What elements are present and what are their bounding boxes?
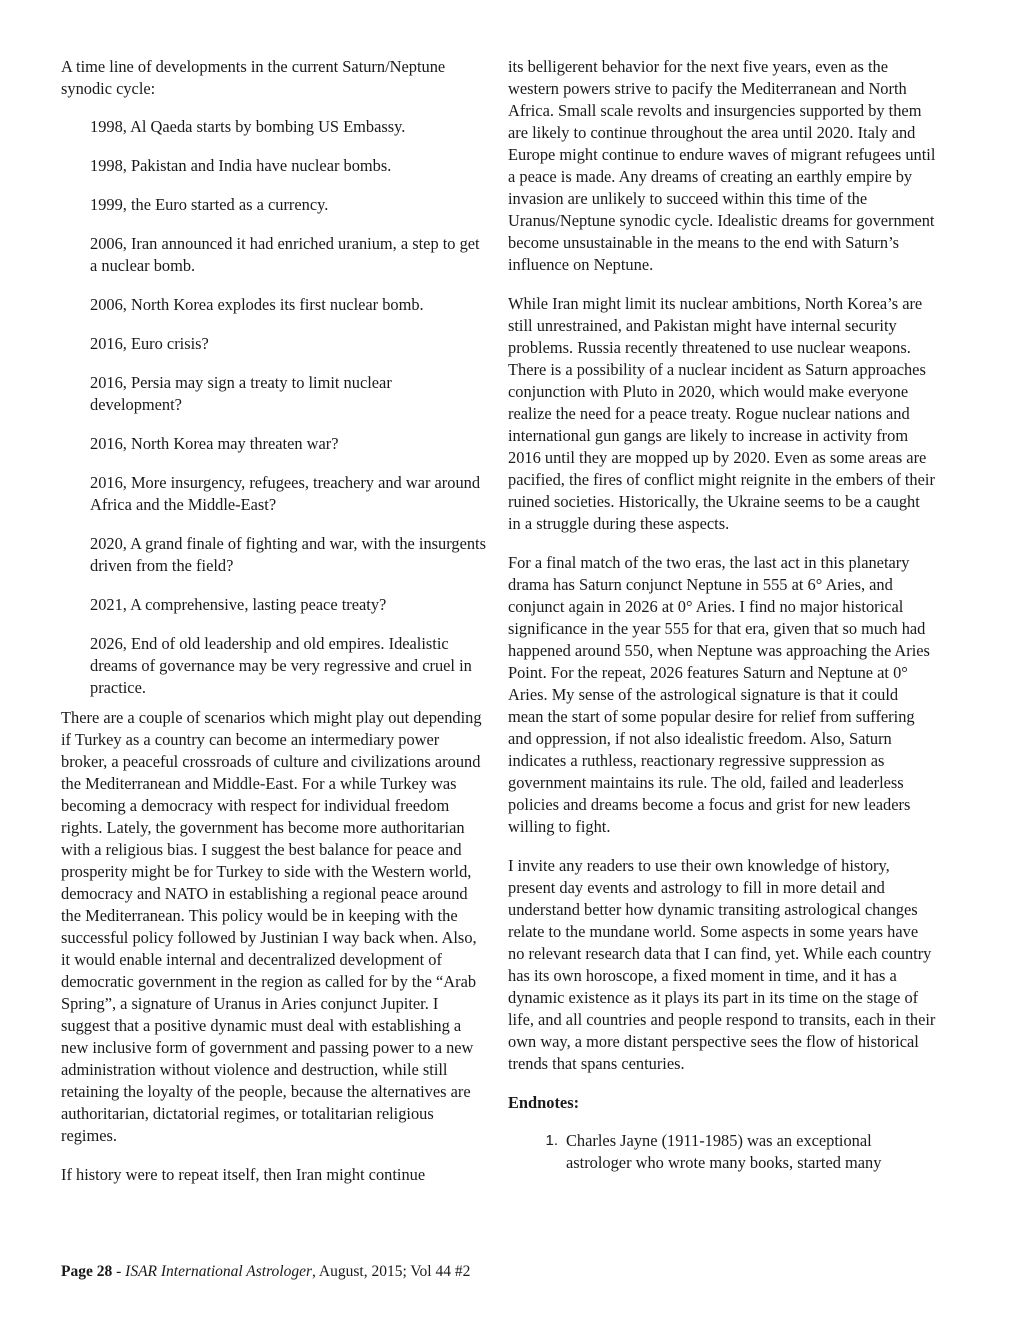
- right-column: [508, 56, 936, 1174]
- endnote-text: Charles Jayne (1911-1985) was an exceptional astrologer who wrote many books, started many: [566, 1131, 882, 1172]
- endnote-number: 1.: [545, 1132, 558, 1149]
- magazine-title: ISAR International Astrologer: [125, 1263, 313, 1280]
- page-number: Page 28: [61, 1263, 113, 1280]
- timeline-item: 2020, A grand finale of fighting and war, with the insurgents driven from the field?: [90, 534, 486, 575]
- timeline-item: 2006, North Korea explodes its first nuclear bomb.: [90, 295, 424, 314]
- timeline-item: 2016, Euro crisis?: [90, 334, 209, 353]
- issue-info: , August, 2015; Vol 44 #2: [312, 1263, 471, 1280]
- body-paragraph: For a final match of the two eras, the last act in this planetary drama has Saturn conjunct Neptune in 555 at 6° Aries, and conjunct again in 2026 at 0° Aries. I find no major historical significance in the year 555 for that era, given that so much had happened around 550, when Neptune was approaching the Aries Point. For the repeat, 2026 features Saturn and Neptune at 0° Aries. My sense of the astrological signature is that it could mean the start of some popular desire for relief from suffering and oppression, if not also idealistic freedom. Also, Saturn indicates a ruthless, reactionary regressive suppression as government maintains its rule. The old, failed and leaderless policies and dreams become a focus and grist for new leaders willing to fight.: [508, 553, 930, 836]
- endnotes-heading: Endnotes:: [508, 1093, 580, 1112]
- timeline-list: [61, 116, 487, 699]
- left-column: [61, 56, 487, 1203]
- timeline-intro: A time line of developments in the current Saturn/Neptune synodic cycle:: [61, 57, 446, 98]
- endnote-item: [508, 1130, 936, 1174]
- body-paragraph: its belligerent behavior for the next five years, even as the western powers strive to pacify the Mediterranean and North Africa. Small scale revolts and insurgencies supported by them are likely to continue throughout the area until 2020. Italy and Europe might continue to endure waves of migrant refugees until a peace is made. Any dreams of creating an earthly empire by invasion are unlikely to succeed within this time of the Uranus/Neptune synodic cycle. Idealistic dreams for government become unsustainable in the means to the end with Saturn’s influence on Neptune.: [508, 57, 936, 274]
- body-paragraph: There are a couple of scenarios which might play out depending if Turkey as a country can become an intermediary power broker, a peaceful crossroads of culture and civilizations around the Mediterranean and Middle-East. For a while Turkey was becoming a democracy with respect for individual freedom rights. Lately, the government has become more authoritarian with a religious bias. I suggest the best balance for peace and prosperity might be for Turkey to side with the Western world, democracy and NATO in establishing a regional peace around the Mediterranean. This policy would be in keeping with the successful policy followed by Justinian I way back when. Also, it would enable internal and decentralized development of democratic government in the region as called for by the “Arab Spring”, a signature of Uranus in Aries conjunct Jupiter. I suggest that a positive dynamic must deal with establishing a new inclusive form of government and passing power to a new administration without violence and destruction, while still retaining the loyalty of the people, because the alternatives are authoritarian, dictatorial regimes, or totalitarian religious regimes.: [61, 708, 482, 1145]
- timeline-item: 2026, End of old leadership and old empires. Idealistic dreams of governance may be very regressive and cruel in practice.: [90, 634, 472, 697]
- timeline-item: 1998, Pakistan and India have nuclear bombs.: [90, 156, 392, 175]
- timeline-item: 1998, Al Qaeda starts by bombing US Embassy.: [90, 117, 406, 136]
- timeline-item: 2021, A comprehensive, lasting peace treaty?: [90, 595, 387, 614]
- timeline-item: 2016, Persia may sign a treaty to limit nuclear development?: [90, 373, 392, 414]
- body-paragraph: If history were to repeat itself, then Iran might continue: [61, 1165, 426, 1184]
- timeline-item: 1999, the Euro started as a currency.: [90, 195, 329, 214]
- timeline-item: 2006, Iran announced it had enriched uranium, a step to get a nuclear bomb.: [90, 234, 480, 275]
- body-paragraph: While Iran might limit its nuclear ambitions, North Korea’s are still unrestrained, and Pakistan might have internal security problems. Russia recently threatened to use nuclear weapons. There is a possibility of a nuclear incident as Saturn approaches conjunction with Pluto in 2020, which would make everyone realize the need for a peace treaty. Rogue nuclear nations and international gun gangs are likely to increase in activity from 2016 until they are mopped up by 2020. Even as some areas are pacified, the fires of conflict might reignite in the embers of their ruined societies. Historically, the Ukraine seems to be a caught in a struggle during these aspects.: [508, 294, 935, 533]
- body-paragraph: I invite any readers to use their own knowledge of history, present day events and astrology to fill in more detail and understand better how dynamic transiting astrological changes relate to the mundane world. Some aspects in some years have no relevant research data that I can find, yet. While each country has its own horoscope, a fixed moment in time, and it has a dynamic existence as it plays its part in its time on the stage of life, and all countries and people respond to transits, each in their own way, a more distant perspective sees the flow of historical trends that spans centuries.: [508, 856, 936, 1073]
- timeline-item: 2016, North Korea may threaten war?: [90, 434, 339, 453]
- footer-separator: -: [112, 1263, 126, 1280]
- timeline-item: 2016, More insurgency, refugees, treachery and war around Africa and the Middle-East?: [90, 473, 481, 514]
- page-footer: [61, 1262, 470, 1282]
